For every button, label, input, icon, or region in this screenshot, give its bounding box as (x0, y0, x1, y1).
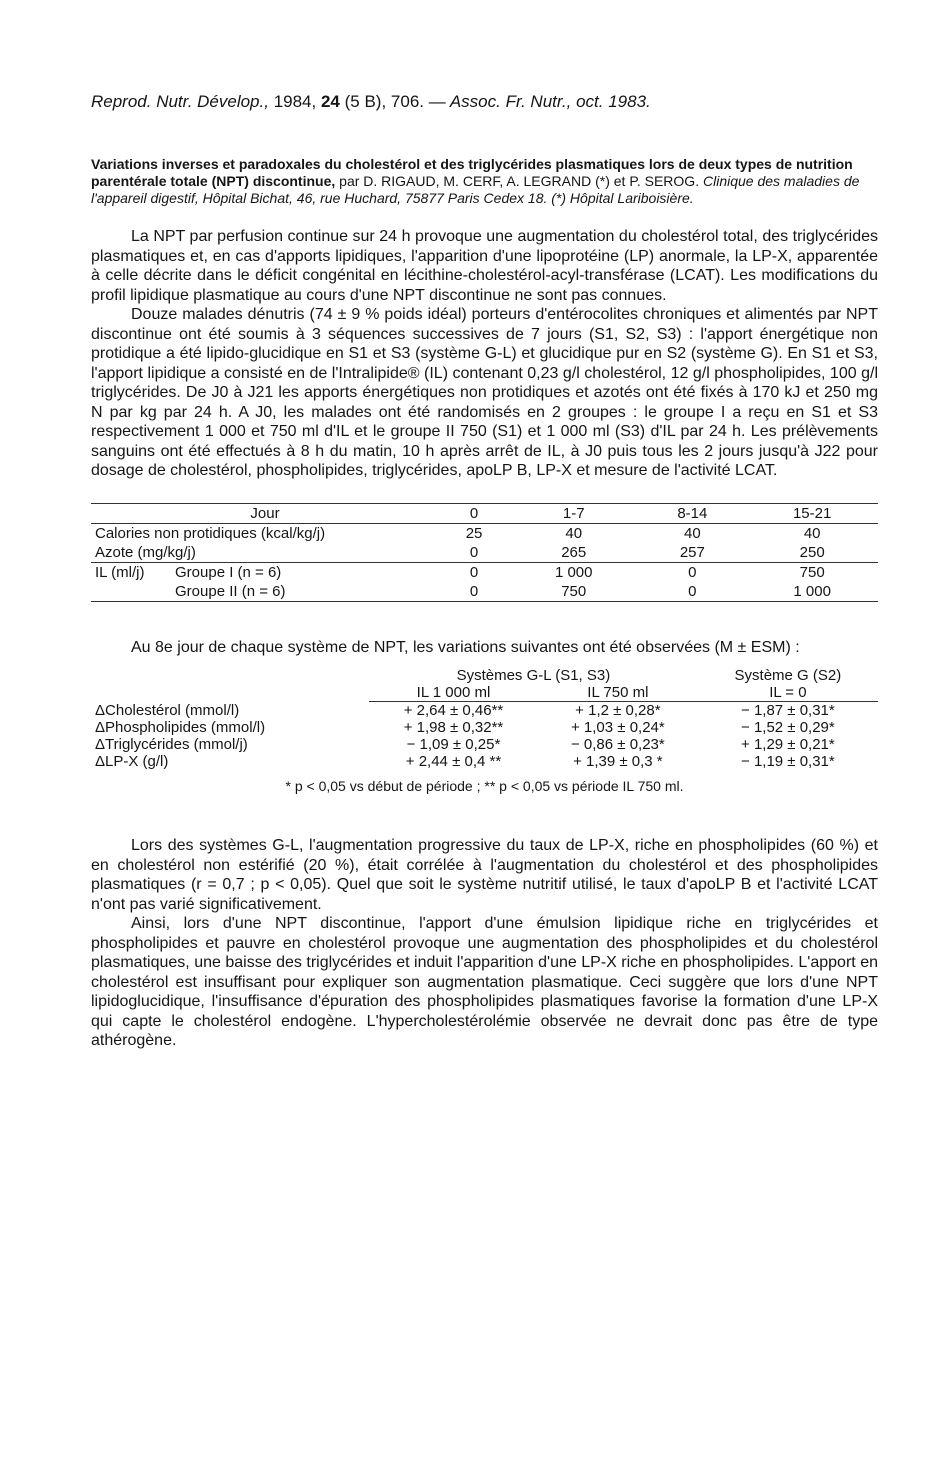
paragraph-methods: Douze malades dénutris (74 ± 9 % poids idéal) porteurs d'entérocolites chroniques et alimentés par NPT discontinue ont été soumis à 3 séquences successives de 7 jours (S1, S2, S3) : l'apport énergétique non protidique a été lipido-glucidique en S1 et S3 (système G-L) et glucidique pur en S2 (système G). En S1 et S3, l'apport lipidique a consisté en de l'Intralipide® (IL) contenant 0,23 g/l cholestérol, 12 g/l phospholipides, 100 g/l triglycérides. De J0 à J21 les apports énergétiques non protidiques et azotés ont été fixés à 170 kJ et 250 mg N par kg par 24 h. A J0, les malades ont été randomisés en 2 groupes : le groupe I a reçu en S1 et S3 respectivement 1 000 et 750 ml d'IL et le groupe II 750 (S1) et 1 000 ml (S3) d'IL par 24 h. Les prélèvements sanguins ont été effectués à 8 h du matin, 10 h après arrêt de IL, à J0 puis tous les 2 jours jusqu'à J22 pour dosage de cholestérol, phospholipides, triglycérides, apoLP B, LP-X et mesure de l'activité LCAT. (91, 306, 878, 479)
group-label: Groupe II (n = 6) (175, 582, 286, 600)
table-row (91, 562, 878, 582)
table-row (91, 543, 878, 563)
journal-volume: 24 (320, 92, 340, 111)
article-authors: par D. RIGAUD, M. CERF, A. LEGRAND (*) et P. SEROG. (339, 173, 700, 189)
table-cell: − 0,86 ± 0,23* (571, 736, 665, 753)
row-label: ΔLP-X (g/l) (95, 753, 169, 770)
table-row (91, 719, 878, 736)
table-header-row (91, 503, 878, 523)
table-cell: 0 (638, 562, 746, 582)
table-cell: − 1,87 ± 0,31* (741, 702, 835, 719)
table-cell: 0 (439, 562, 509, 582)
col-day8-14: 8-14 (638, 503, 746, 523)
table-cell: 0 (469, 543, 479, 561)
journal-header (91, 92, 878, 112)
col-jour: Jour (91, 503, 439, 523)
col-day1-7: 1-7 (509, 503, 638, 523)
table-subheader-row (91, 684, 878, 702)
row-label: Azote (mg/kg/j) (95, 543, 196, 561)
table-cell: + 1,39 ± 0,3 * (573, 753, 663, 770)
results-table (91, 667, 878, 770)
header-il-750: IL 750 ml (538, 684, 698, 702)
col-day0: 0 (439, 503, 509, 523)
table-cell: 40 (746, 523, 878, 543)
table-cell: 1 000 (746, 582, 878, 602)
table-cell: 265 (561, 543, 587, 561)
journal-name: Reprod. Nutr. Dévelop., (91, 92, 269, 111)
paragraph-results-intro: Au 8e jour de chaque système de NPT, les variations suivantes ont été observées (M ± ESM) : (131, 638, 800, 656)
table-row (91, 736, 878, 753)
table-cell: 40 (509, 523, 638, 543)
row-label (91, 582, 439, 602)
table-row (91, 582, 878, 602)
table-cell: + 1,2 ± 0,28* (575, 702, 661, 719)
table-row (91, 523, 878, 543)
table-cell: 25 (439, 523, 509, 543)
header-g-system: Système G (S2) (734, 667, 842, 684)
row-label: Calories non protidiques (kcal/kg/j) (91, 523, 439, 543)
article-title-block (91, 156, 878, 207)
table-cell: 257 (679, 543, 705, 561)
article-title: Variations inverses et paradoxales du cholestérol et des triglycérides plasmatiques lors de deux types de nutrition parentérale totale (NPT) discontinue, (91, 156, 853, 189)
association: Assoc. Fr. Nutr., oct. 1983. (449, 92, 651, 111)
table-cell: 750 (746, 562, 878, 582)
page (91, 92, 878, 1051)
paragraph-conclusion: Ainsi, lors d'une NPT discontinue, l'apport d'une émulsion lipidique riche en triglycérides et phospholipides et pauvre en cholestérol provoque une augmentation des phospholipides et du cholestérol plasmatiques, une baisse des triglycérides et induit l'apparition d'une LP-X riche en phospholipides. L'apport en cholestérol est insuffisant pour expliquer son augmentation plasmatique. Ceci suggère que lors d'une NPT lipidoglucidique, l'insuffisance d'épuration des phospholipides plasmatiques favorise la formation d'une LP-X qui capte le cholestérol endogène. L'hypercholestérolémie observée ne devrait donc pas être de type athérogène. (91, 915, 878, 1049)
table-cell: 0 (439, 582, 509, 602)
article-affiliation: Clinique des maladies de l'appareil digestif, Hôpital Bichat, 46, rue Huchard, 75877 Paris Cedex 18. (*) Hôpital Lariboisière. (91, 173, 860, 206)
row-label: ΔCholestérol (mmol/l) (95, 701, 240, 719)
table-cell: 250 (799, 543, 825, 561)
il-label: IL (ml/j) (95, 563, 145, 581)
row-label: ΔPhospholipides (mmol/l) (95, 719, 266, 736)
table-row (91, 753, 878, 770)
table-row (91, 702, 878, 720)
table-cell: − 1,09 ± 0,25* (406, 736, 501, 753)
table-cell: − 1,19 ± 0,31* (741, 753, 835, 770)
table-cell: + 1,98 ± 0,32** (403, 719, 504, 736)
table-cell: 40 (638, 523, 746, 543)
header-dash: — (428, 92, 446, 111)
header-il-1000: IL 1 000 ml (369, 684, 538, 702)
paragraph-discussion: Lors des systèmes G-L, l'augmentation progressive du taux de LP-X, riche en phospholipides (60 %) et en cholestérol non estérifié (20 %), était corrélée à l'augmentation du cholestérol et des phospholipides plasmatiques (r = 0,7 ; p < 0,05). Quel que soit le système nutritif utilisé, le taux d'apoLP B et l'activité LCAT n'ont pas varié significativement. (91, 837, 878, 913)
table-cell: 1 000 (509, 562, 638, 582)
table-cell: + 1,03 ± 0,24* (571, 719, 665, 736)
journal-issue: (5 B), 706. (344, 92, 424, 111)
journal-year: 1984, (273, 92, 317, 111)
table-footnote: * p < 0,05 vs début de période ; ** p < 0,05 vs période IL 750 ml. (285, 778, 684, 794)
table-cell: + 2,64 ± 0,46** (403, 702, 504, 719)
table-cell: 750 (509, 582, 638, 602)
col-day15-21: 15-21 (746, 503, 878, 523)
header-gl-systems: Systèmes G-L (S1, S3) (456, 667, 611, 684)
row-label (91, 562, 439, 582)
table-header-row (91, 667, 878, 684)
table-cell: + 2,44 ± 0,4 ** (405, 753, 502, 770)
protocol-table (91, 503, 878, 602)
table-cell: 0 (638, 582, 746, 602)
header-il-0: IL = 0 (698, 684, 878, 702)
paragraph-intro: La NPT par perfusion continue sur 24 h provoque une augmentation du cholestérol total, des triglycérides plasmatiques et, en cas d'apports lipidiques, l'apparition d'une lipoprotéine (LP) anormale, la LP-X, apparentée à celle décrite dans le déficit congénital en lécithine-cholestérol-acyl-transférase (LCAT). Les modifications du profil lipidique plasmatique au cours d'une NPT discontinue ne sont pas connues. (91, 228, 878, 304)
row-label: ΔTriglycérides (mmol/j) (95, 736, 248, 753)
table-cell: + 1,29 ± 0,21* (741, 736, 835, 753)
group-label: Groupe I (n = 6) (175, 563, 282, 581)
table-cell: − 1,52 ± 0,29* (741, 719, 835, 736)
